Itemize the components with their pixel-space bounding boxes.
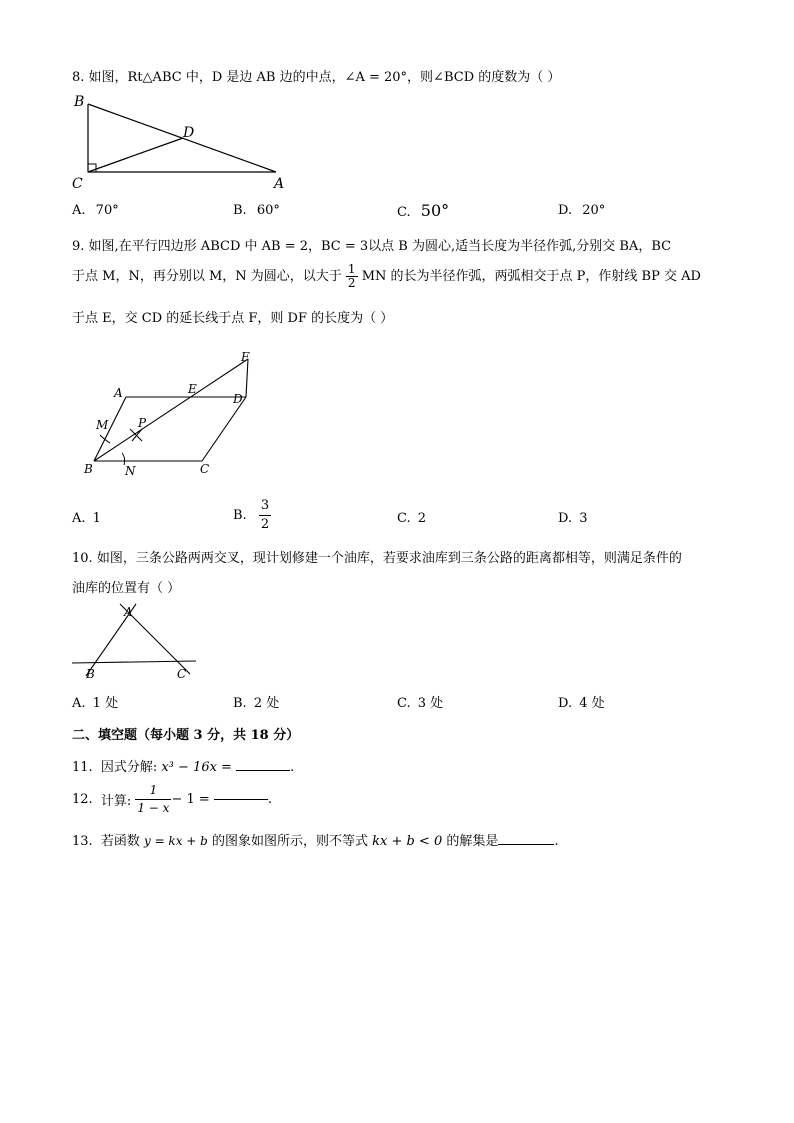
- q9-label-p: P: [138, 416, 147, 430]
- q9-option-a[interactable]: [72, 511, 101, 526]
- q13-text-post: 的解集是: [442, 834, 499, 849]
- q12: [72, 782, 272, 817]
- q10-label-c: C: [177, 667, 187, 681]
- q9-label-m: M: [96, 418, 109, 432]
- q8-option-a[interactable]: [72, 203, 119, 218]
- q10-option-b[interactable]: [233, 692, 279, 711]
- q11-number: 11.: [72, 760, 93, 775]
- option-text: 70°: [95, 203, 119, 218]
- q8-option-b[interactable]: [233, 203, 280, 218]
- q8-label-d: D: [183, 125, 195, 141]
- option-letter: D.: [558, 203, 573, 218]
- q8-text: 如图，Rt△ABC 中，D 是边 AB 边的中点，∠A = 20°，则∠BCD 的度数为（ ）: [88, 70, 561, 85]
- q9-label-e: E: [188, 382, 197, 396]
- option-text: 2: [417, 511, 427, 526]
- option-letter: B.: [233, 203, 247, 218]
- q9-label-f: F: [241, 350, 250, 364]
- q10-line1: [72, 547, 682, 566]
- option-text: 50°: [420, 201, 450, 220]
- q9-option-b[interactable]: [233, 497, 271, 534]
- q13-period: .: [554, 834, 559, 849]
- q11: [72, 756, 294, 775]
- option-letter: C.: [397, 511, 411, 526]
- option-letter: C.: [397, 205, 411, 220]
- q12-text: 计算:: [100, 794, 136, 809]
- option-letter: D.: [558, 511, 573, 526]
- q9-text-line2-post: MN 的长为半径作弧，两弧相交于点 P，作射线 BP 交 AD: [361, 269, 701, 284]
- option-letter: D.: [558, 696, 573, 711]
- q9-label-n: N: [125, 464, 136, 478]
- q10-label-a: A: [124, 605, 133, 619]
- option-letter: A.: [72, 203, 86, 218]
- option-fraction: $\frac{3}{2}$: [260, 498, 270, 532]
- q11-answer-blank[interactable]: [236, 770, 290, 771]
- option-letter: A.: [72, 511, 86, 526]
- q9-text-line2-pre: 于点 M，N，再分别以 M，N 为圆心，以大于: [72, 269, 342, 284]
- option-text: 2 处: [253, 696, 280, 711]
- q12-fraction: $\frac{1}{1 - x}$: [137, 783, 170, 815]
- q13-function: y = kx + b: [143, 834, 208, 848]
- q13-answer-blank[interactable]: [498, 844, 554, 845]
- q10-option-a[interactable]: [72, 692, 118, 711]
- q9-label-a: A: [114, 386, 123, 400]
- q11-expression: x³ − 16x =: [161, 760, 232, 775]
- q8-option-d[interactable]: [558, 203, 605, 218]
- q10-option-c[interactable]: [397, 692, 443, 711]
- q13-number: 13.: [72, 834, 93, 849]
- q12-number: 12.: [72, 792, 93, 807]
- q12-answer-blank[interactable]: [214, 799, 268, 800]
- q13-text-pre: 若函数: [100, 834, 144, 849]
- option-letter: B.: [233, 696, 247, 711]
- option-text: 3 处: [417, 696, 444, 711]
- q8-label-c: C: [72, 176, 83, 190]
- option-letter: B.: [233, 508, 247, 523]
- q8-stem: [72, 66, 560, 85]
- q13: [72, 830, 559, 849]
- option-letter: A.: [72, 696, 86, 711]
- q9-line3: [72, 307, 393, 326]
- q9-line2: [72, 263, 701, 290]
- q10-figure: [68, 600, 203, 685]
- option-letter: C.: [397, 696, 411, 711]
- option-text: 60°: [256, 203, 280, 218]
- q9-label-b: B: [84, 462, 93, 476]
- q10-option-d[interactable]: [558, 692, 605, 711]
- q8-number: 8.: [72, 70, 85, 85]
- q12-expression: − 1 =: [171, 792, 210, 807]
- q11-period: .: [290, 760, 295, 775]
- q10-text-line2: 油库的位置有（ ）: [72, 581, 181, 596]
- q13-inequality: kx + b < 0: [372, 834, 443, 849]
- section-heading: 二、填空题（每小题 3 分，共 18 分）: [72, 728, 300, 743]
- q9-fraction: $\frac{1}{2}$: [347, 262, 356, 290]
- q9-text-line3: 于点 E，交 CD 的延长线于点 F，则 DF 的长度为（ ）: [72, 311, 394, 326]
- q10-line2: [72, 577, 180, 596]
- q9-line1: [72, 235, 671, 254]
- q9-text-line1: 如图,在平行四边形 ABCD 中 AB = 2，BC = 3以点 B 为圆心,适当长度为半径作弧,分别交 BA，BC: [88, 239, 672, 254]
- q9-figure: [80, 345, 270, 480]
- q10-number: 10.: [72, 551, 93, 566]
- q8-label-b: B: [74, 94, 85, 110]
- q11-text: 因式分解:: [100, 760, 162, 775]
- option-text: 1 处: [92, 696, 119, 711]
- q12-period: .: [267, 792, 273, 807]
- q13-text-mid: 的图象如图所示，则不等式: [207, 834, 373, 849]
- option-text: 1: [92, 511, 101, 526]
- q10-text-line1: 如图，三条公路两两交叉，现计划修建一个油库，若要求油库到三条公路的距离都相等，则满足条件的: [96, 551, 682, 566]
- q9-label-c: C: [200, 462, 210, 476]
- option-text: 3: [579, 511, 588, 526]
- q8-label-a: A: [274, 176, 285, 190]
- option-text: 20°: [582, 203, 606, 218]
- q9-option-d[interactable]: [558, 511, 588, 526]
- q9-option-c[interactable]: [397, 511, 426, 526]
- option-text: 4 处: [579, 696, 605, 711]
- q8-option-c[interactable]: [397, 201, 449, 220]
- q10-label-b: B: [86, 667, 95, 681]
- q9-number: 9.: [72, 239, 85, 254]
- q8-figure: [66, 90, 296, 190]
- q9-label-d: D: [233, 392, 243, 406]
